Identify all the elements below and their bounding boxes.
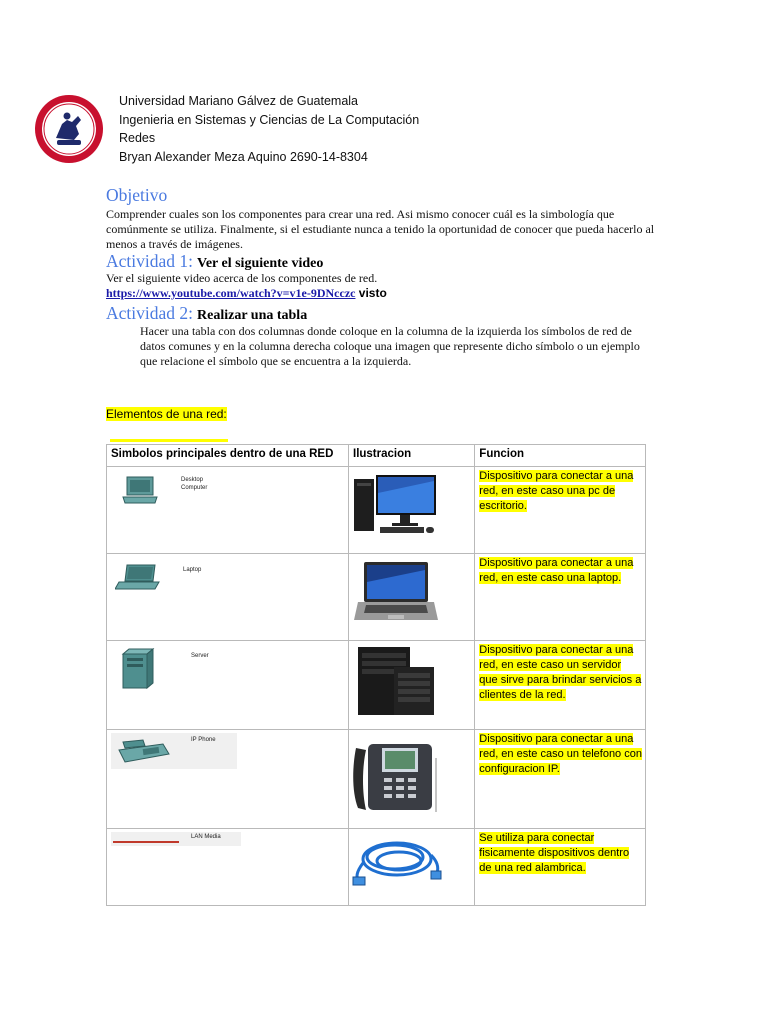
table-row	[107, 641, 646, 730]
document-header	[119, 92, 419, 166]
table-row	[107, 730, 646, 829]
illustration-cell	[349, 641, 475, 730]
ip-phone-icon	[113, 736, 173, 766]
actividad-2-label: Actividad 2:	[106, 303, 193, 323]
faculty-name: Ingenieria en Sistemas y Ciencias de La Computación	[119, 112, 420, 127]
highlight-strip	[110, 439, 228, 442]
symbol-label: Computer	[181, 485, 208, 491]
illustration-cell	[349, 467, 475, 554]
actividad-1-text: Ver el siguiente video acerca de los componentes de red.	[106, 271, 378, 285]
course-name: Redes	[119, 131, 156, 145]
laptop-icon	[115, 563, 165, 591]
function-cell	[475, 641, 646, 730]
illustration-cell	[349, 554, 475, 641]
table-header-row	[107, 445, 646, 467]
symbol-label: IP Phone	[191, 737, 216, 743]
actividad-2-text: Hacer una tabla con dos columnas donde coloque en la columna de la izquierda los símbolos de red de datos comunes y en la columna derecha coloque una imagen que represente dicho símbolo o un ejemplo que relacione el símbolo que se encuentra a la izquierda.	[140, 324, 640, 368]
actividad-1-label: Actividad 1:	[106, 251, 193, 271]
ethernet-cable-photo	[351, 833, 443, 889]
function-cell	[475, 730, 646, 829]
objetivo-text: Comprender cuales son los componentes para crear una red. Asi mismo conocer cuál es la simbología que comúnmente se utiliza. Finalmente, si el estudiante nunca a tenido la oportunidad de conocer que pueda hacerlo al menos a través de imágenes.	[106, 207, 655, 251]
symbol-cell	[107, 730, 349, 829]
university-seal-logo	[34, 94, 104, 164]
function-cell	[475, 554, 646, 641]
lan-media-icon	[113, 841, 179, 843]
function-text: Dispositivo para conectar a una red, en este caso un servidor que sirve para brindar servicios a clientes de la red.	[479, 644, 642, 701]
header-simbolos: Simbolos principales dentro de una RED	[107, 445, 349, 467]
table-row	[107, 554, 646, 641]
server-photo	[354, 645, 440, 717]
symbol-label: LAN Media	[191, 834, 221, 840]
table-row	[107, 467, 646, 554]
server-icon	[121, 648, 155, 690]
header-ilustracion: Ilustracion	[349, 445, 475, 467]
symbol-cell	[107, 467, 349, 554]
ip-phone-photo	[352, 738, 444, 816]
laptop-photo	[354, 560, 440, 626]
illustration-cell	[349, 829, 475, 906]
function-text: Dispositivo para conectar a una red, en este caso un telefono con configuracion IP.	[479, 733, 642, 775]
symbol-cell	[107, 554, 349, 641]
network-elements-table	[106, 444, 646, 906]
youtube-link[interactable]: https://www.youtube.com/watch?v=v1e-9DNcczc	[106, 286, 356, 300]
student-name: Bryan Alexander Meza Aquino 2690-14-8304	[119, 149, 368, 164]
desktop-pc-photo	[354, 473, 444, 539]
video-link-line	[106, 286, 387, 301]
function-text: Se utiliza para conectar fisicamente dispositivos dentro de una red alambrica.	[479, 832, 630, 874]
function-text: Dispositivo para conectar a una red, en este caso una laptop.	[479, 557, 634, 584]
symbol-label: Server	[191, 653, 209, 659]
visto-text: visto	[355, 286, 387, 300]
header-funcion: Funcion	[475, 445, 646, 467]
elementos-title: Elementos de una red:	[106, 407, 227, 421]
actividad-2-title: Realizar una tabla	[197, 308, 308, 323]
symbol-label: Laptop	[183, 567, 202, 573]
illustration-cell	[349, 730, 475, 829]
symbol-label: Desktop	[181, 477, 204, 483]
desktop-computer-icon	[121, 475, 161, 505]
objetivo-heading: Objetivo	[106, 185, 168, 205]
symbol-cell	[107, 641, 349, 730]
actividad-1-title: Ver el siguiente video	[197, 256, 324, 271]
university-name: Universidad Mariano Gálvez de Guatemala	[119, 94, 359, 108]
symbol-cell	[107, 829, 349, 906]
function-cell	[475, 829, 646, 906]
function-cell	[475, 467, 646, 554]
table-row	[107, 829, 646, 906]
actividad-2-heading	[106, 303, 307, 324]
actividad-1-heading	[106, 251, 323, 272]
function-text: Dispositivo para conectar a una red, en este caso una pc de escritorio.	[479, 470, 634, 512]
